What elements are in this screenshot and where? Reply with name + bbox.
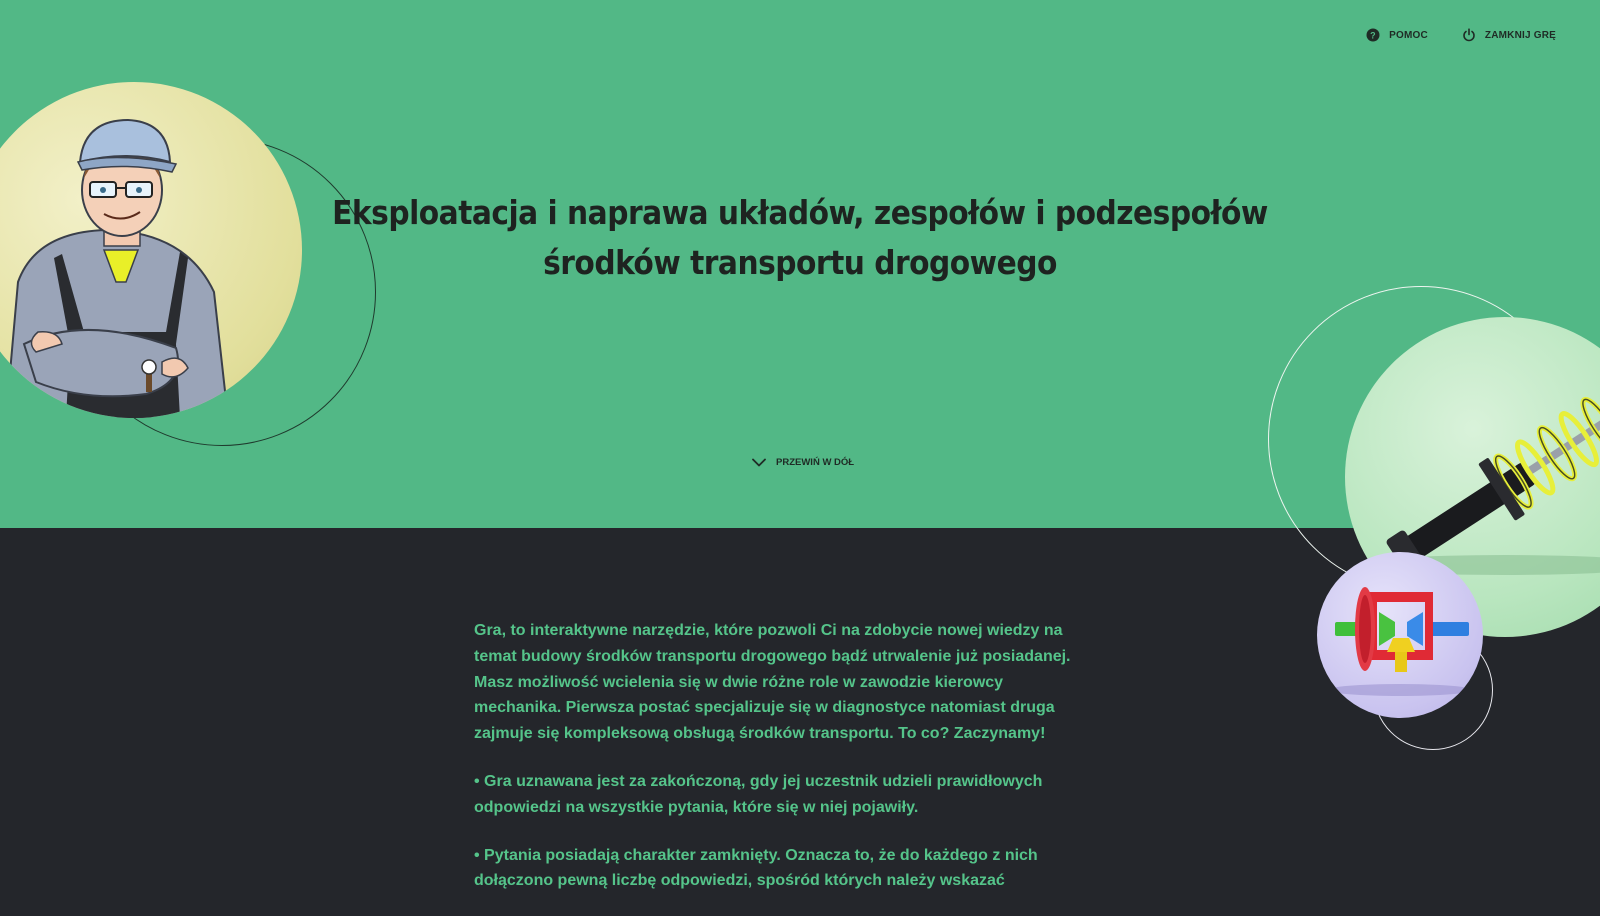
close-game-button[interactable] <box>1462 28 1556 42</box>
power-icon <box>1462 28 1476 42</box>
scroll-down-button[interactable] <box>752 457 854 468</box>
help-label: POMOC <box>1389 29 1428 41</box>
close-game-label: ZAMKNIJ GRĘ <box>1484 29 1556 41</box>
svg-text:?: ? <box>1370 30 1376 41</box>
help-button[interactable] <box>1366 28 1428 42</box>
intro-text <box>474 618 1074 916</box>
differential-illustration <box>1317 552 1483 718</box>
chevron-down-icon <box>752 458 766 467</box>
top-navigation <box>1366 28 1556 42</box>
rule-paragraph: • Gra uznawana jest za zakończoną, gdy jej uczestnik udzieli prawidłowych odpowiedzi na wszystkie pytania, które się w niej pojawiły. <box>474 772 1043 816</box>
page-title: Eksploatacja i naprawa układów, zespołów i podzespołów środków transportu drogowego <box>332 193 1268 282</box>
intro-paragraph: Gra, to interaktywne narzędzie, które pozwoli Ci na zdobycie nowej wiedzy na temat budowy środków transportu drogowego bądź utrwalenie już posiadanej. Masz możliwość wcielenia się w dwie różne role w zawodzie kierowcy mechanika. Pierwsza postać specjalizuje się w diagnostyce natomiast druga zajmuje się kompleksową obsługą środków transportu. To co? Zaczynamy! <box>474 622 1071 743</box>
question-circle-icon <box>1366 28 1380 42</box>
differential-gear-icon <box>1317 552 1483 718</box>
scroll-down-label: PRZEWIŃ W DÓŁ <box>776 457 855 468</box>
rule-paragraph: • Pytania posiadają charakter zamknięty. Oznacza to, że do każdego z nich dołączono pewną liczbę odpowiedzi, spośród których należy wskazać <box>474 846 1038 890</box>
